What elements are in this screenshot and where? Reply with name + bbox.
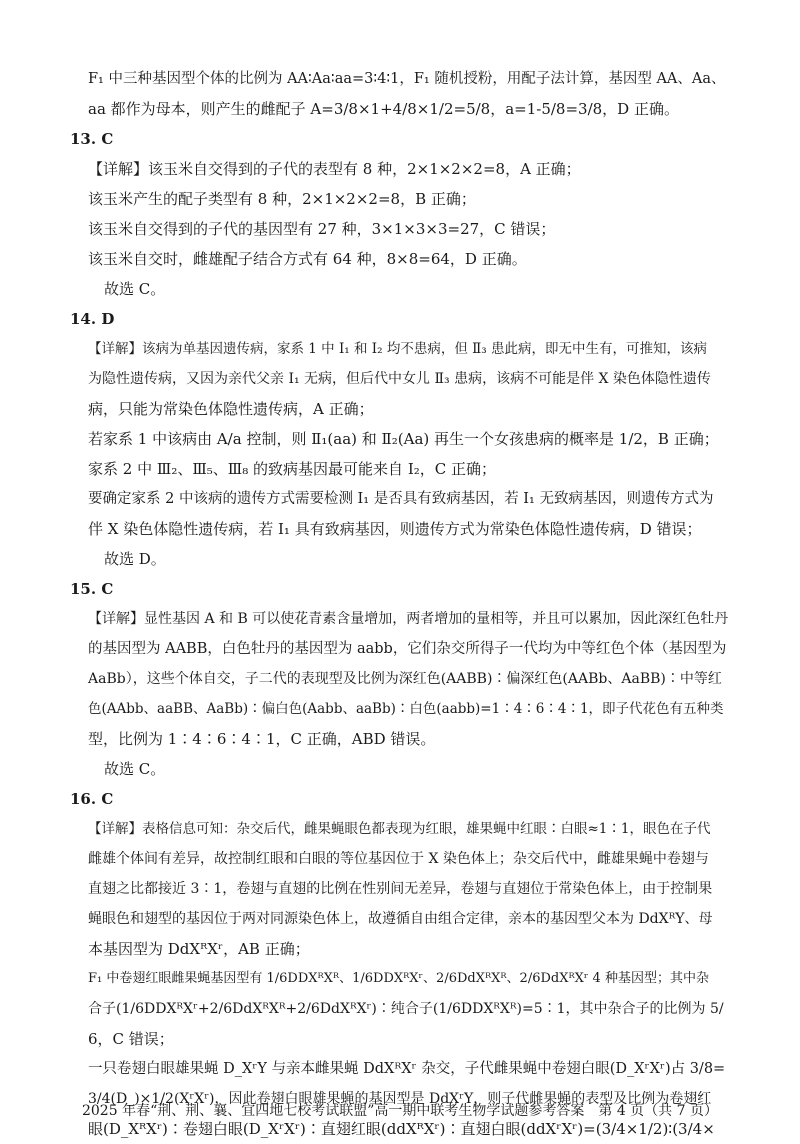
answer-text-body	[70, 64, 729, 1144]
question-number: 13. C	[70, 130, 114, 148]
text-line: AaBb），这些个体自交，子二代的表现型及比例为深红色(AABB)∶偏深红色(AABb、AaBB)∶中等红	[88, 671, 722, 687]
text-line: 【详解】表格信息可知：杂交后代，雌果蝇眼色都表现为红眼，雄果蝇中红眼∶白眼≈1∶1，眼色在子代	[88, 821, 711, 837]
text-line: 一只卷翅白眼雄果蝇 D_XʳY 与亲本雌果蝇 DdXᴿXʳ 杂交，子代雌果蝇中卷翅白眼(D_XʳXʳ)占 3/8=	[88, 1061, 726, 1077]
text-line: 雌雄个体间有差异，故控制红眼和白眼的等位基因位于 X 染色体上；杂交后代中，雌雄果蝇中卷翅与	[88, 851, 709, 867]
question-number: 15. C	[70, 580, 114, 598]
text-line: 家系 2 中 Ⅲ₂、Ⅲ₅、Ⅲ₈ 的致病基因最可能来自 Ⅰ₂，C 正确；	[88, 460, 497, 478]
text-line: 蝇眼色和翅型的基因位于两对同源染色体上，故遵循自由组合定律，亲本的基因型父本为 DdXᴿY、母	[88, 911, 713, 927]
question-number: 14. D	[70, 310, 115, 328]
text-line: 眼(D_XᴿXʳ)∶卷翅白眼(D_XʳXʳ)∶直翅红眼(ddXᴿXʳ)∶直翅白眼(ddXʳXʳ)=(3/4×1/2)∶(3/4×	[88, 1120, 715, 1138]
text-line: 该玉米自交时，雌雄配子结合方式有 64 种，8×8=64，D 正确。	[88, 250, 527, 268]
text-line: 为隐性遗传病，又因为亲代父亲 Ⅰ₁ 无病，但后代中女儿 Ⅱ₃ 患病，该病不可能是伴 X 染色体隐性遗传	[88, 371, 711, 387]
text-line: 本基因型为 DdXᴿXʳ，AB 正确；	[88, 940, 310, 958]
text-line: 的基因型为 AABB，白色牡丹的基因型为 aabb，它们杂交所得子一代均为中等红色个体（基因型为	[88, 641, 727, 657]
text-line: 伴 X 染色体隐性遗传病，若 Ⅰ₁ 具有致病基因，则遗传方式为常染色体隐性遗传病，D 错误；	[88, 520, 702, 538]
text-line: aa 都作为母本，则产生的雌配子 A=3/8×1+4/8×1/2=5/8，a=1-5/8=3/8，D 正确。	[88, 100, 679, 118]
text-line: F₁ 中三种基因型个体的比例为 AA∶Aa∶aa=3∶4∶1，F₁ 随机授粉，用配子法计算，基因型 AA、Aa、	[88, 71, 726, 87]
text-line: 色(AAbb、aaBB、AaBb)∶偏白色(Aabb、aaBb)∶白色(aabb)=1∶4∶6∶4∶1，即子代花色有五种类	[88, 701, 724, 717]
text-line: 【详解】显性基因 A 和 B 可以使花青素含量增加，两者增加的量相等，并且可以累加，因此深红色牡丹	[88, 611, 729, 627]
question-number: 16. C	[70, 790, 114, 808]
text-line: 若家系 1 中该病由 A/a 控制，则 Ⅱ₁(aa) 和 Ⅱ₂(Aa) 再生一个女孩患病的概率是 1/2，B 正确；	[88, 430, 719, 448]
text-line: 【详解】该玉米自交得到的子代的表型有 8 种，2×1×2×2=8，A 正确；	[88, 160, 581, 178]
text-line: 直翅之比都接近 3∶1，卷翅与直翅的比例在性别间无差异，卷翅与直翅位于常染色体上，由于控制果	[88, 881, 713, 897]
text-line: F₁ 中卷翅红眼雌果蝇基因型有 1/6DDXᴿXᴿ、1/6DDXᴿXʳ、2/6DdXᴿXᴿ、2/6DdXᴿXʳ 4 种基因型；其中杂	[88, 971, 709, 986]
text-line: 病，只能为常染色体隐性遗传病，A 正确；	[88, 400, 374, 418]
page-footer: 2025 年春“荆、荆、襄、宜四地七校考试联盟”高一期中联考生物学试题参考答案 第 4 页（共 7 页）	[81, 1103, 718, 1119]
text-line: 该玉米自交得到的子代的基因型有 27 种，3×1×3×3=27，C 错误；	[88, 220, 556, 238]
text-line: 3/4(D_)×1/2(XʳXʳ)，因此卷翅白眼雄果蝇的基因型是 DdXʳY，则子代雌果蝇的表型及比例为卷翅红	[88, 1091, 712, 1107]
text-line: 【详解】该病为单基因遗传病，家系 1 中 Ⅰ₁ 和 Ⅰ₂ 均不患病，但 Ⅱ₃ 患此病，即无中生有，可推知，该病	[88, 341, 707, 357]
answer-choice-line: 故选 C。	[104, 280, 166, 298]
answer-choice-line: 故选 D。	[104, 550, 166, 568]
text-line: 型，比例为 1∶4∶6∶4∶1，C 正确，ABD 错误。	[88, 730, 436, 748]
answer-choice-line: 故选 C。	[104, 760, 166, 778]
text-line: 要确定家系 2 中该病的遗传方式需要检测 Ⅰ₁ 是否具有致病基因，若 Ⅰ₁ 无致病基因，则遗传方式为	[88, 491, 714, 507]
text-line: 该玉米产生的配子类型有 8 种，2×1×2×2=8，B 正确；	[88, 190, 476, 208]
text-line: 合子(1/6DDXᴿXʳ+2/6DdXᴿXᴿ+2/6DdXᴿXʳ)∶纯合子(1/6DDXᴿXᴿ)=5∶1，其中杂合子的比例为 5/	[88, 1001, 724, 1017]
text-line: 6，C 错误；	[88, 1030, 174, 1048]
